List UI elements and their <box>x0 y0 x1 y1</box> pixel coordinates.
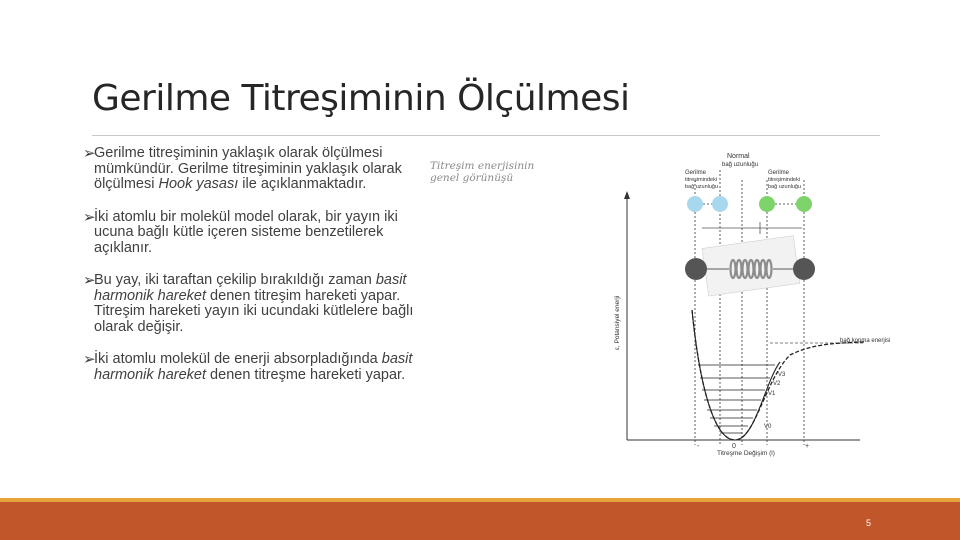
atom-dark <box>793 258 815 280</box>
label-gerilme-left-2: titreşimindeki <box>685 177 718 183</box>
label-normal: Normal <box>727 153 750 160</box>
italic-term: basit harmonik hareket <box>94 351 413 383</box>
bullet-segment: Bu yay, iki taraftan çekilip bırakıldığı zaman <box>94 272 376 288</box>
arrow-bullet-icon: ➢ <box>83 272 96 289</box>
y-axis-arrow <box>624 191 630 199</box>
figure-caption: Titreşim enerjisinin genel görünüşü <box>430 160 535 184</box>
x-tick-plus: + <box>805 443 810 450</box>
dissociation-label: bağ kopma enerjisi <box>840 338 891 344</box>
bullet-item <box>85 352 425 383</box>
bullet-text <box>94 209 398 256</box>
bullet-text <box>94 272 413 335</box>
spring-panel <box>702 236 800 296</box>
x-axis-label: Titreşme Değişim (l) <box>717 450 775 457</box>
bullet-list <box>85 146 425 400</box>
atom-blue <box>687 196 703 212</box>
bullet-segment: Gerilme titreşiminin yaklaşık olarak ölçülmesi mümkündür. Gerilme titreşiminin yaklaşık olarak ölçülmesi <box>94 145 402 192</box>
italic-term: basit harmonik hareket <box>94 272 407 304</box>
bullet-segment: İki atomlu molekül de enerji absorpladığında <box>94 351 382 367</box>
italic-term: Hook yasası <box>158 176 239 192</box>
x-tick-zero: 0 <box>732 443 736 450</box>
bullet-text <box>94 145 402 192</box>
bullet-item <box>85 146 425 193</box>
page-title: Gerilme Titreşiminin Ölçülmesi <box>92 78 630 119</box>
footer-bar <box>0 502 960 540</box>
bullet-segment: denen titreşme hareketi yapar. <box>206 366 406 383</box>
level-label: V0 <box>764 424 772 430</box>
arrow-bullet-icon: ➢ <box>83 145 96 162</box>
label-gerilme-right-3: bağ uzunluğu <box>768 184 802 190</box>
label-gerilme-left-3: bağ uzunluğu <box>685 184 719 190</box>
arrow-bullet-icon: ➢ <box>83 208 96 226</box>
label-gerilme-right: Gerilme <box>768 170 790 176</box>
page-number: 5 <box>866 518 872 528</box>
atom-green <box>796 196 812 212</box>
x-tick-minus: - <box>697 443 700 450</box>
potential-energy-figure <box>430 150 910 470</box>
label-gerilme-left: Gerilme <box>685 170 707 176</box>
bullet-segment: ile açıklanmaktadır. <box>238 176 367 192</box>
level-label: V1 <box>768 391 776 397</box>
atom-green <box>759 196 775 212</box>
atom-blue <box>712 196 728 212</box>
bullet-segment: İki atomlu bir molekül model olarak, bir yayın iki ucuna bağlı kütle içeren sisteme benzetilerek açıklanır. <box>94 208 398 256</box>
label-gerilme-right-2: titreşimindeki <box>768 177 801 183</box>
level-label: V2 <box>773 381 781 387</box>
atom-dark <box>685 258 707 280</box>
arrow-bullet-icon: ➢ <box>83 351 96 368</box>
bullet-segment: denen titreşim hareketi yapar. Titreşim hareketi yayın iki ucundaki kütlelere bağlı olarak değişir. <box>94 287 414 335</box>
bullet-item <box>85 273 425 335</box>
title-divider <box>92 135 880 136</box>
y-axis-label: ε, Potansiyel enerji <box>614 295 621 350</box>
bullet-item <box>85 210 425 257</box>
level-label: V3 <box>778 372 786 378</box>
bullet-text <box>94 351 412 383</box>
label-normal-2: bağ uzunluğu <box>722 162 759 168</box>
